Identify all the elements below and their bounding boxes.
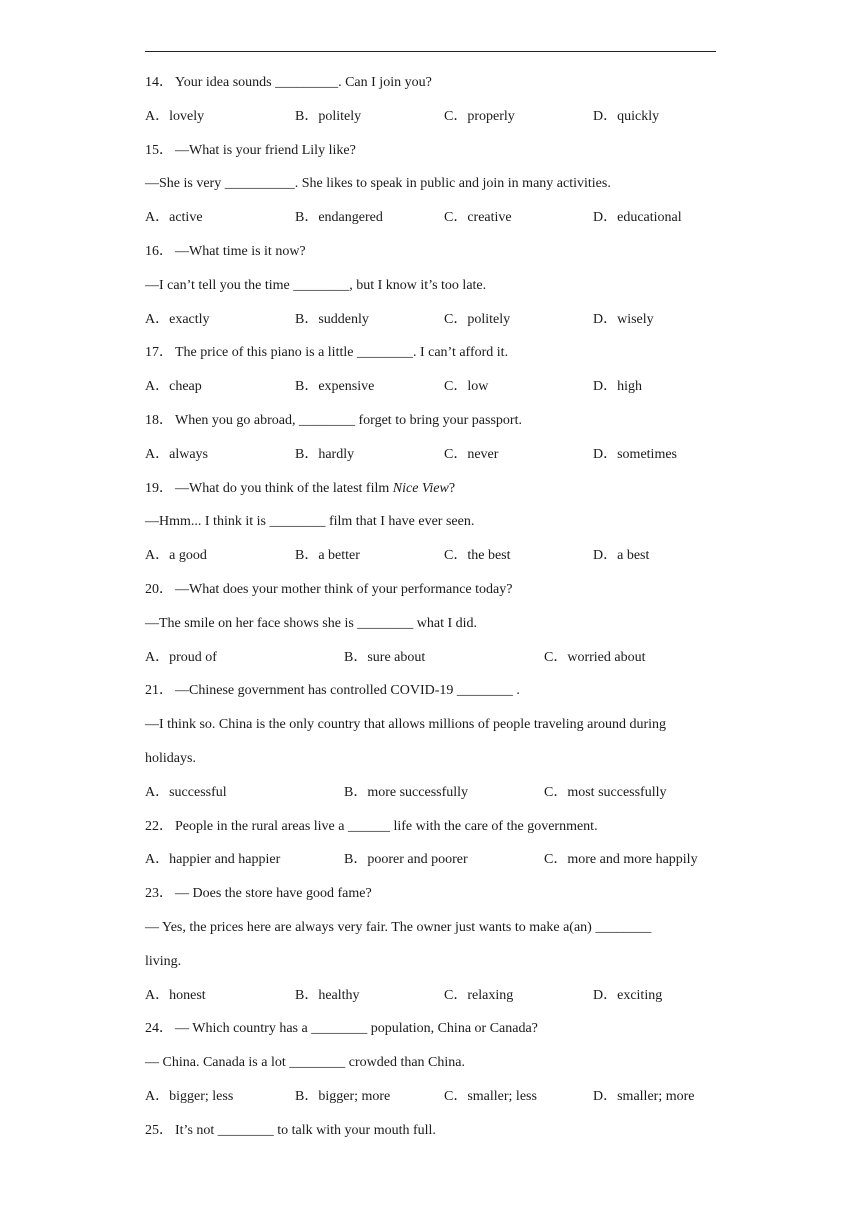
question-number: 16． <box>145 243 173 259</box>
option-a: A．bigger; less <box>145 1088 234 1104</box>
question-text: —Chinese government has controlled COVID-19 ________ . <box>175 683 520 699</box>
question-number: 15． <box>145 142 173 158</box>
option-a: A．always <box>145 446 208 462</box>
question-number: 14． <box>145 75 173 90</box>
option-a: A．exactly <box>145 311 210 327</box>
option-a: A．successful <box>145 784 227 800</box>
question-21-stem <box>145 680 725 714</box>
question-19-response: —Hmm... I think it is ________ film that I have ever seen. <box>145 514 475 530</box>
question-text: When you go abroad, ________ forget to bring your passport. <box>175 412 522 428</box>
question-number: 19． <box>145 480 173 496</box>
question-23-options <box>145 985 725 1019</box>
question-22-stem <box>145 816 725 850</box>
question-18-stem <box>145 410 725 444</box>
question-24-stem <box>145 1018 725 1052</box>
question-text: — Which country has a ________ population, China or Canada? <box>175 1021 538 1037</box>
option-b: B．expensive <box>295 379 375 395</box>
option-a: A．honest <box>145 987 206 1003</box>
question-25-stem <box>145 1120 725 1154</box>
option-c: C．more and more happily <box>544 852 698 868</box>
option-c: C．low <box>444 379 489 395</box>
option-b: B．bigger; more <box>295 1088 391 1104</box>
option-c: C．creative <box>444 210 512 226</box>
question-16-options <box>145 309 725 343</box>
option-c: C．never <box>444 446 499 462</box>
option-c: C．most successfully <box>544 784 667 800</box>
question-15-options <box>145 207 725 241</box>
option-b: B．politely <box>295 108 362 124</box>
option-d: D．high <box>593 379 642 395</box>
question-number: 18． <box>145 412 173 428</box>
option-d: D．educational <box>593 210 682 226</box>
option-c: C．properly <box>444 108 515 124</box>
option-b: B．sure about <box>344 649 426 665</box>
option-c: C．worried about <box>544 649 646 665</box>
option-a: A．a good <box>145 548 207 564</box>
question-24-response: — China. Canada is a lot ________ crowded than China. <box>145 1055 465 1071</box>
option-c: C．the best <box>444 548 511 564</box>
question-14-stem <box>145 72 725 106</box>
option-b: B．suddenly <box>295 311 369 327</box>
option-b: B．poorer and poorer <box>344 852 468 868</box>
question-text: It’s not ________ to talk with your mouth full. <box>175 1122 436 1138</box>
question-list <box>145 72 725 1154</box>
question-text: —What do you think of the latest film <box>175 480 393 496</box>
question-15-response: —She is very __________. She likes to speak in public and join in many activities. <box>145 176 611 192</box>
question-15-stem <box>145 140 725 174</box>
option-d: D．a best <box>593 548 650 564</box>
option-d: D．quickly <box>593 108 660 124</box>
option-d: D．wisely <box>593 311 654 327</box>
question-text: —What time is it now? <box>175 243 306 259</box>
option-d: D．smaller; more <box>593 1088 695 1104</box>
question-23-stem <box>145 883 725 917</box>
question-text: The price of this piano is a little ________. I can’t afford it. <box>175 345 509 361</box>
question-19-options <box>145 545 725 579</box>
question-24-options <box>145 1086 725 1120</box>
question-18-options <box>145 444 725 478</box>
question-text: —What does your mother think of your performance today? <box>175 581 513 597</box>
question-number: 20． <box>145 581 173 597</box>
option-c: C．politely <box>444 311 511 327</box>
option-d: D．sometimes <box>593 446 677 462</box>
option-b: B．endangered <box>295 210 383 226</box>
question-22-options <box>145 849 725 883</box>
option-a: A．active <box>145 210 203 226</box>
question-21-response-cont: holidays. <box>145 750 196 766</box>
header-rule <box>145 51 716 52</box>
option-a: A．happier and happier <box>145 852 281 868</box>
question-number: 21． <box>145 683 173 699</box>
question-19-stem <box>145 478 725 512</box>
question-number: 25． <box>145 1122 173 1138</box>
question-20-stem <box>145 579 725 613</box>
question-21-response: —I think so. China is the only country that allows millions of people traveling around during <box>145 717 667 733</box>
question-17-options <box>145 376 725 410</box>
question-text-end: ? <box>448 480 456 496</box>
question-20-options <box>145 647 725 681</box>
film-title: Nice View <box>392 480 449 496</box>
question-text: —What is your friend Lily like? <box>175 142 356 158</box>
question-number: 22． <box>145 818 173 834</box>
question-17-stem <box>145 342 725 376</box>
question-20-response: —The smile on her face shows she is ________ what I did. <box>145 615 478 631</box>
question-number: 17． <box>145 345 173 361</box>
option-c: C．smaller; less <box>444 1088 537 1104</box>
option-d: D．exciting <box>593 987 663 1003</box>
question-16-response: —I can’t tell you the time ________, but I know it’s too late. <box>145 277 487 293</box>
option-b: B．a better <box>295 548 360 564</box>
question-text: — Does the store have good fame? <box>175 886 372 902</box>
option-a: A．cheap <box>145 379 202 395</box>
question-23-response: — Yes, the prices here are always very fair. The owner just wants to make a(an) ________ <box>145 919 652 935</box>
question-text: People in the rural areas live a ______ life with the care of the government. <box>175 818 598 834</box>
question-16-stem <box>145 241 725 275</box>
option-c: C．relaxing <box>444 987 514 1003</box>
option-b: B．hardly <box>295 446 355 462</box>
question-14-options <box>145 106 725 140</box>
option-b: B．more successfully <box>344 784 469 800</box>
question-number: 23． <box>145 886 173 902</box>
question-21-options <box>145 782 725 816</box>
question-text: Your idea sounds _________. Can I join you? <box>175 75 432 90</box>
option-a: A．proud of <box>145 649 217 665</box>
option-a: A．lovely <box>145 108 205 124</box>
question-number: 24． <box>145 1021 173 1037</box>
option-b: B．healthy <box>295 987 360 1003</box>
question-23-response-cont: living. <box>145 953 182 969</box>
